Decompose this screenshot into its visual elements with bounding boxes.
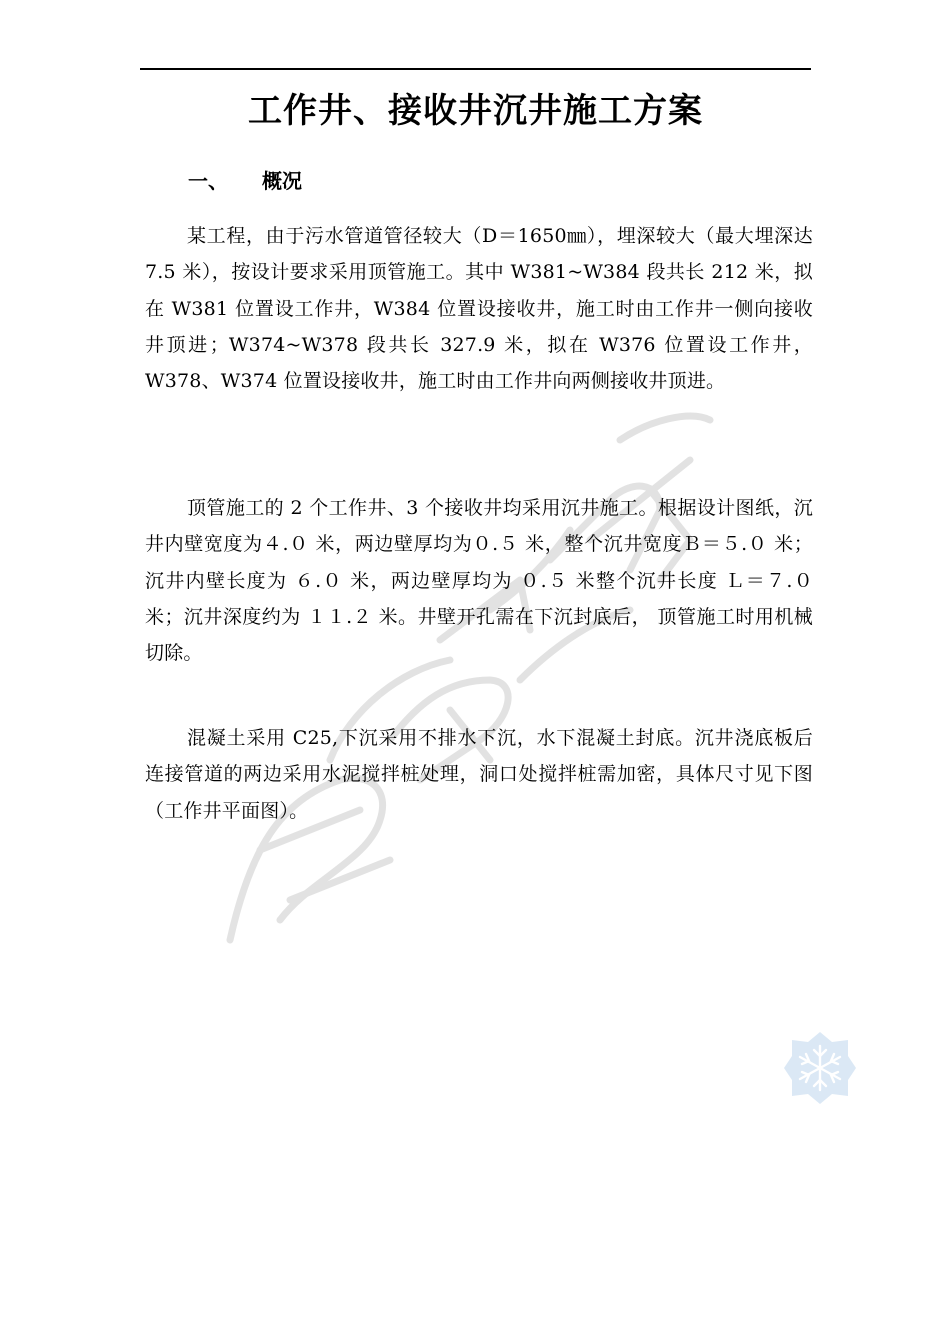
snowflake-logo-icon <box>782 1030 858 1106</box>
section-heading <box>188 165 302 197</box>
watermark <box>190 380 730 980</box>
section-heading-text: 概况 <box>262 169 302 193</box>
section-number: 一、 <box>188 169 228 193</box>
body-paragraph-3: 混凝土采用 C25,下沉采用不排水下沉，水下混凝土封底。沉井浇底板后连接管道的两边采用水泥搅拌桩处理，洞口处搅拌桩需加密，具体尺寸见下图（工作井平面图）。 <box>145 727 813 822</box>
body-paragraph-1: 某工程，由于污水管道管径较大（D＝1650㎜），埋深较大（最大埋深达 7.5 米），按设计要求采用顶管施工。其中 W381~W384 段共长 212 米，拟在 W381 位置设工作井，W384 位置设接收井，施工时由工作井一侧向接收井顶进；W374~W378 段共长 327.9 米，拟在 W376 位置设工作井，W378、W374 位置设接收井，施工时由工作井向两侧接收井顶进。 <box>145 225 813 393</box>
header-rule <box>140 68 811 70</box>
document-title: 工作井、接收井沉井施工方案 <box>248 91 703 131</box>
body-paragraph-2: 顶管施工的 2 个工作井、3 个接收井均采用沉井施工。根据设计图纸，沉井内壁宽度为４.０ 米，两边壁厚均为０.５ 米，整个沉井宽度Ｂ＝５.０ 米；沉井内壁长度为 ６.０ 米，两边壁厚均为 ０.５ 米整个沉井长度 Ｌ＝７.０ 米；沉井深度约为 １１.２ 米。井壁开孔需在下沉封底后， 顶管施工时用机械切除。 <box>145 497 813 665</box>
